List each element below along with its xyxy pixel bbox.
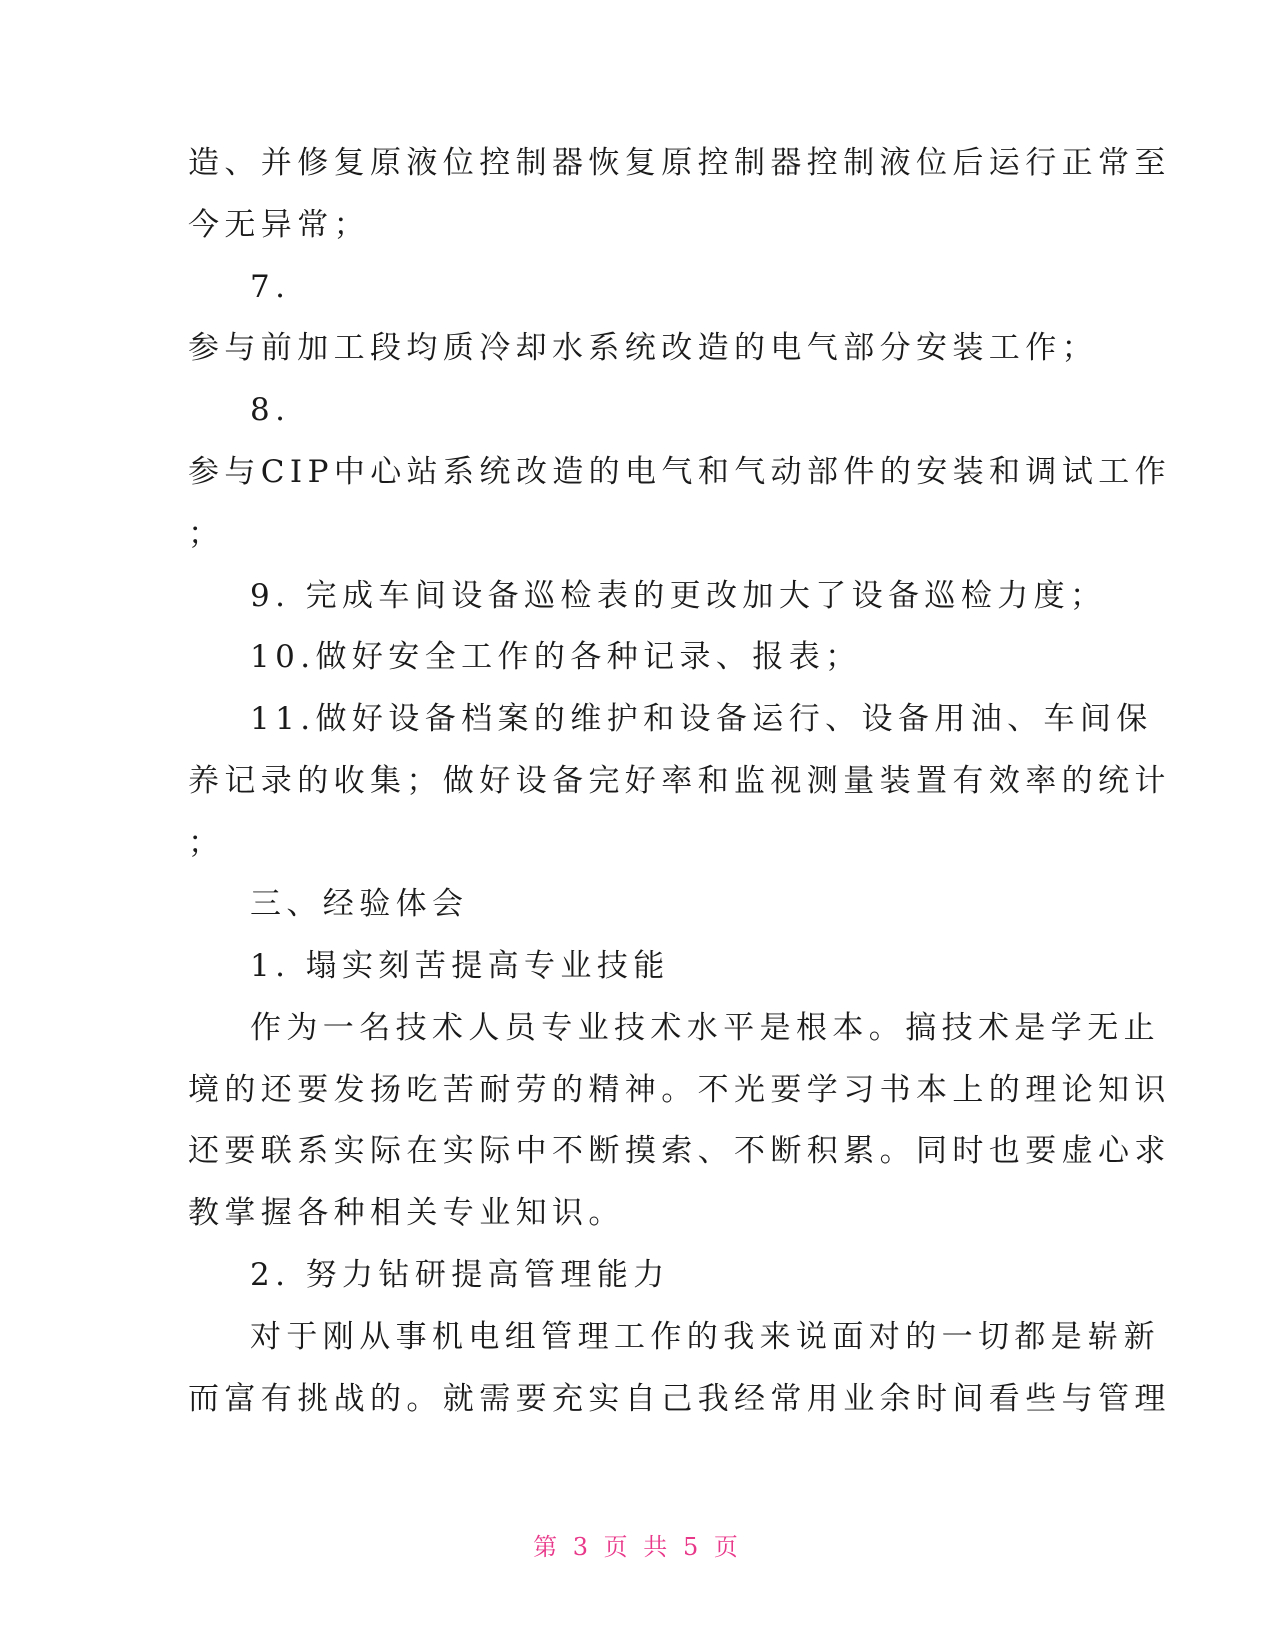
list-number: 7. xyxy=(250,269,291,305)
body-text-line: 教掌握各种相关专业知识。 xyxy=(188,1195,625,1231)
body-text-line: 造、并修复原液位控制器恢复原控制器控制液位后运行正常至 xyxy=(188,145,1171,181)
body-text-line: 作为一名技术人员专业技术水平是根本。搞技术是学无止 xyxy=(250,1010,1160,1046)
body-text-line: ； xyxy=(188,516,225,552)
body-text-line: 养记录的收集；做好设备完好率和监视测量装置有效率的统计 xyxy=(188,763,1171,799)
list-item: 9. 完成车间设备巡检表的更改加大了设备巡检力度； xyxy=(250,578,1107,614)
body-text-line: ； xyxy=(188,825,225,861)
list-item: 10.做好安全工作的各种记录、报表； xyxy=(250,639,862,675)
subsection-heading: 1. 塌实刻苦提高专业技能 xyxy=(250,948,670,984)
subsection-heading: 2. 努力钻研提高管理能力 xyxy=(250,1257,670,1293)
body-text-line: 参与CIP中心站系统改造的电气和气动部件的安装和调试工作 xyxy=(188,454,1172,490)
body-text-line: 境的还要发扬吃苦耐劳的精神。不光要学习书本上的理论知识 xyxy=(188,1072,1171,1108)
page-footer: 第 3 页 共 5 页 xyxy=(533,1533,742,1561)
body-text-line: 而富有挑战的。就需要充实自己我经常用业余时间看些与管理 xyxy=(188,1381,1171,1417)
body-text-line: 对于刚从事机电组管理工作的我来说面对的一切都是崭新 xyxy=(250,1319,1160,1355)
body-text-line: 还要联系实际在实际中不断摸索、不断积累。同时也要虚心求 xyxy=(188,1133,1171,1169)
list-item: 11.做好设备档案的维护和设备运行、设备用油、车间保 xyxy=(250,701,1153,737)
section-heading: 三、经验体会 xyxy=(250,886,469,922)
body-text-line: 参与前加工段均质冷却水系统改造的电气部分安装工作； xyxy=(188,330,1098,366)
list-number: 8. xyxy=(250,392,291,428)
body-text-line: 今无异常； xyxy=(188,207,370,243)
